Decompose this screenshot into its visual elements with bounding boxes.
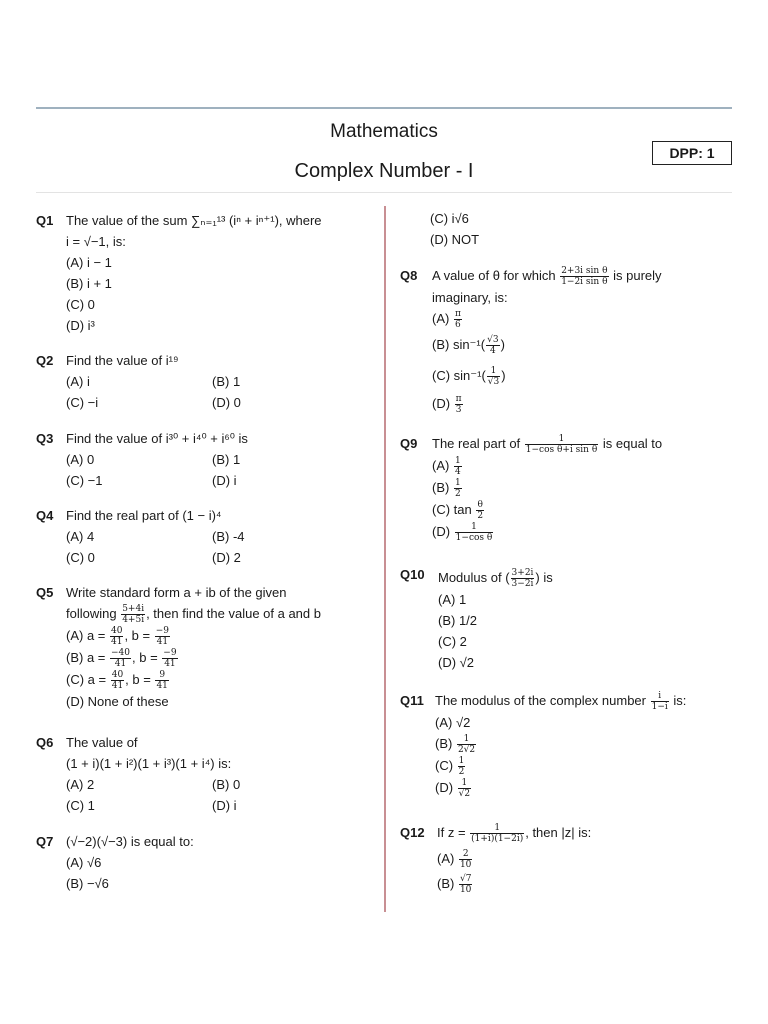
question-text-cont: i = √−1, is: <box>66 234 126 249</box>
option-a: (A) 2 <box>66 777 95 792</box>
text-fragment: is purely <box>609 268 662 283</box>
fraction <box>110 648 131 669</box>
option-d: (D) √2 <box>438 655 475 671</box>
question-number: Q7 <box>36 834 54 849</box>
question-text-cont: (1 + i)(1 + i²)(1 + i³)(1 + i⁴) is: <box>66 756 232 771</box>
question-number: Q10 <box>400 567 425 582</box>
question-7-continued <box>430 208 479 250</box>
fraction <box>454 309 462 330</box>
option-a: (A) √2 <box>435 715 471 731</box>
option-c: (C) 0 <box>66 550 95 565</box>
text-fragment: If z = <box>437 825 470 840</box>
fraction <box>511 568 535 589</box>
denominator: 4+5i <box>122 615 145 626</box>
denominator: 41 <box>111 681 124 692</box>
denominator: 41 <box>156 681 168 692</box>
numerator: π <box>454 309 461 320</box>
question-text: Find the value of i¹⁹ <box>66 353 179 368</box>
question-3 <box>36 428 248 491</box>
fraction <box>455 522 494 543</box>
option-b: (B) 1 <box>212 374 241 389</box>
option-a <box>437 848 591 870</box>
option-d <box>435 777 686 799</box>
question-9 <box>400 433 662 543</box>
denominator: 3 <box>455 405 462 416</box>
question-text-cont: imaginary, is: <box>432 290 508 306</box>
numerator: √7 <box>459 874 472 885</box>
numerator: θ <box>477 500 483 511</box>
option-c <box>66 669 321 691</box>
fraction <box>454 478 462 499</box>
option-prefix: (C) a = <box>66 672 110 688</box>
option-c <box>432 365 662 387</box>
fraction <box>458 778 471 799</box>
numerator: 1 <box>487 366 500 377</box>
option-prefix: (A) <box>437 851 458 867</box>
numerator: π <box>455 394 462 405</box>
question-text <box>432 265 662 287</box>
option-prefix: (C) sin⁻¹( <box>432 368 486 384</box>
question-number: Q6 <box>36 735 54 750</box>
fraction <box>459 874 472 895</box>
fraction <box>111 670 124 691</box>
option-b <box>437 873 591 895</box>
question-number: Q5 <box>36 585 54 600</box>
numerator: 40 <box>111 670 124 681</box>
option-prefix: (D) <box>432 396 454 412</box>
question-text: Find the real part of (1 − i)⁴ <box>66 508 222 523</box>
question-number: Q1 <box>36 213 54 228</box>
option-mid: , b = <box>124 628 154 644</box>
option-c: (C) 1 <box>66 798 95 813</box>
question-2 <box>36 350 241 413</box>
text-fragment: is equal to <box>599 436 663 451</box>
option-b: (B) 0 <box>212 777 241 792</box>
option-b <box>66 647 321 669</box>
option-a <box>66 625 321 647</box>
fraction <box>476 500 484 521</box>
text-fragment: The real part of <box>432 436 524 451</box>
option-a: (A) 1 <box>438 592 467 608</box>
numerator: 1 <box>470 823 524 834</box>
numerator: 2 <box>459 849 472 860</box>
fraction <box>455 394 463 415</box>
numerator: −9 <box>163 648 177 659</box>
denominator: 1−i <box>651 702 668 713</box>
option-d <box>432 393 662 415</box>
fraction <box>458 756 466 777</box>
option-a: (A) i <box>66 374 90 389</box>
denominator: 10 <box>459 885 472 896</box>
question-12 <box>400 822 591 895</box>
option-c: (C) 2 <box>438 634 467 650</box>
fraction <box>470 823 524 844</box>
text-fragment: Modulus of ( <box>438 570 510 585</box>
fraction <box>651 691 669 712</box>
option-prefix: (C) <box>435 758 457 774</box>
denominator: 4 <box>454 467 461 478</box>
question-text <box>437 822 591 844</box>
option-b: (B) -4 <box>212 529 245 544</box>
numerator: 40 <box>111 626 123 637</box>
denominator: 41 <box>111 637 123 648</box>
option-prefix: (B) <box>435 736 456 752</box>
fraction <box>560 266 608 287</box>
denominator: 6 <box>455 320 461 331</box>
option-d: (D) i <box>212 798 237 813</box>
option-suffix: ) <box>500 337 505 353</box>
option-prefix: (D) <box>432 524 454 540</box>
option-c: (C) −1 <box>66 473 103 488</box>
fraction <box>525 434 598 455</box>
denominator: 2 <box>458 767 465 778</box>
fraction <box>162 648 177 669</box>
fraction <box>459 849 472 870</box>
question-11 <box>400 690 686 799</box>
question-text <box>438 567 553 589</box>
option-suffix: ) <box>501 368 506 384</box>
option-c <box>435 755 686 777</box>
denominator: √3 <box>487 377 500 388</box>
option-d: (D) 0 <box>212 395 241 410</box>
question-number: Q9 <box>400 436 418 451</box>
question-number: Q4 <box>36 508 54 523</box>
fraction <box>486 335 499 356</box>
numerator: i <box>651 691 669 702</box>
header-divider <box>36 192 732 193</box>
question-6 <box>36 732 241 816</box>
denominator: (1+i)(1−2i) <box>471 834 524 845</box>
option-b: (B) 1/2 <box>438 613 478 629</box>
top-divider <box>36 107 732 109</box>
text-fragment: , then find the value of a and b <box>146 606 321 621</box>
text-fragment: , then |z| is: <box>525 825 592 840</box>
denominator: 4 <box>489 346 496 357</box>
numerator: 5+4i <box>122 604 145 615</box>
denominator: 2√2 <box>457 745 476 756</box>
option-a: (A) √6 <box>66 855 102 870</box>
numerator: 2+3i sin θ <box>561 266 608 277</box>
numerator: 1 <box>457 734 476 745</box>
option-d: (D) i³ <box>66 318 95 333</box>
question-5 <box>36 582 321 712</box>
option-prefix: (A) <box>432 311 453 327</box>
option-a: (A) i − 1 <box>66 255 112 270</box>
denominator: 2 <box>454 489 461 500</box>
question-8 <box>400 265 662 415</box>
denominator: √2 <box>458 789 471 800</box>
option-mid: , b = <box>125 672 155 688</box>
fraction <box>121 604 145 625</box>
option-prefix: (A) a = <box>66 628 109 644</box>
dpp-badge: DPP: 1 <box>652 141 732 165</box>
option-mid: , b = <box>132 650 162 666</box>
question-text: The value of <box>66 735 138 750</box>
text-fragment: The modulus of the complex number <box>435 693 650 708</box>
option-d <box>432 521 662 543</box>
option-prefix: (B) <box>432 480 453 496</box>
question-7 <box>36 831 194 894</box>
option-prefix: (C) tan <box>432 502 476 518</box>
option-prefix: (A) <box>432 458 453 474</box>
fraction <box>155 670 168 691</box>
denominator: 41 <box>164 659 176 670</box>
option-b: (B) 1 <box>212 452 241 467</box>
denominator: 2 <box>477 511 484 522</box>
question-text <box>432 433 662 455</box>
option-d: (D) i <box>212 473 237 488</box>
topic-title: Complex Number - I <box>294 160 474 182</box>
denominator: 1−2i sin θ <box>561 277 608 288</box>
question-text: (√−2)(√−3) is equal to: <box>66 834 194 849</box>
option-b: (B) i + 1 <box>66 276 112 291</box>
denominator: 41 <box>114 659 127 670</box>
option-b: (B) −√6 <box>66 876 109 891</box>
numerator: −9 <box>155 626 170 637</box>
option-b <box>435 733 686 755</box>
numerator: 1 <box>525 434 598 445</box>
numerator: −40 <box>111 648 130 659</box>
option-b <box>432 334 662 356</box>
question-10 <box>400 564 553 673</box>
denominator: 1−cos θ+i sin θ <box>525 445 598 456</box>
option-a: (A) 4 <box>66 529 95 544</box>
option-b <box>432 477 662 499</box>
option-a <box>432 308 662 330</box>
question-1 <box>36 210 322 336</box>
fraction <box>454 456 462 477</box>
text-fragment: A value of θ for which <box>432 268 560 283</box>
denominator: 3−2i <box>511 579 534 590</box>
column-divider <box>384 206 386 912</box>
option-c <box>432 499 662 521</box>
text-fragment: following <box>66 606 121 621</box>
option-prefix: (D) <box>435 780 457 796</box>
question-text: Write standard form a + ib of the given <box>66 585 287 600</box>
text-fragment: ) is <box>535 570 553 585</box>
numerator: 9 <box>155 670 168 681</box>
option-c: (C) 0 <box>66 297 95 312</box>
option-c: (C) −i <box>66 395 99 410</box>
question-4 <box>36 505 245 568</box>
fraction <box>110 626 123 647</box>
fraction <box>155 626 170 647</box>
option-d: (D) None of these <box>66 694 169 710</box>
question-text: Find the value of i³⁰ + i⁴⁰ + i⁶⁰ is <box>66 431 248 446</box>
denominator: 10 <box>459 860 472 871</box>
denominator: 1−cos θ <box>455 533 493 544</box>
option-c: (C) i√6 <box>430 211 469 226</box>
numerator: 1 <box>458 756 465 767</box>
option-d: (D) NOT <box>430 232 480 247</box>
option-d: (D) 2 <box>212 550 241 565</box>
text-fragment: is: <box>669 693 687 708</box>
numerator: 1 <box>455 522 494 533</box>
numerator: 1 <box>454 478 461 489</box>
option-a: (A) 0 <box>66 452 95 467</box>
question-number: Q8 <box>400 268 418 283</box>
question-text: The value of the sum ∑ₙ₌₁¹³ (iⁿ + iⁿ⁺¹), where <box>66 213 322 228</box>
question-text-cont <box>66 603 321 625</box>
question-number: Q3 <box>36 431 54 446</box>
option-prefix: (B) sin⁻¹( <box>432 337 486 353</box>
option-a <box>432 455 662 477</box>
numerator: 1 <box>458 778 471 789</box>
question-number: Q12 <box>400 825 425 840</box>
numerator: 3+2i <box>511 568 534 579</box>
option-prefix: (B) a = <box>66 650 109 666</box>
question-text <box>435 690 686 712</box>
fraction <box>457 734 476 755</box>
subject-title: Mathematics <box>330 121 438 142</box>
numerator: 1 <box>454 456 461 467</box>
question-number: Q2 <box>36 353 54 368</box>
fraction <box>487 366 500 387</box>
denominator: 41 <box>156 637 169 648</box>
numerator: √3 <box>487 335 499 346</box>
option-prefix: (B) <box>437 876 458 892</box>
question-number: Q11 <box>400 693 424 708</box>
